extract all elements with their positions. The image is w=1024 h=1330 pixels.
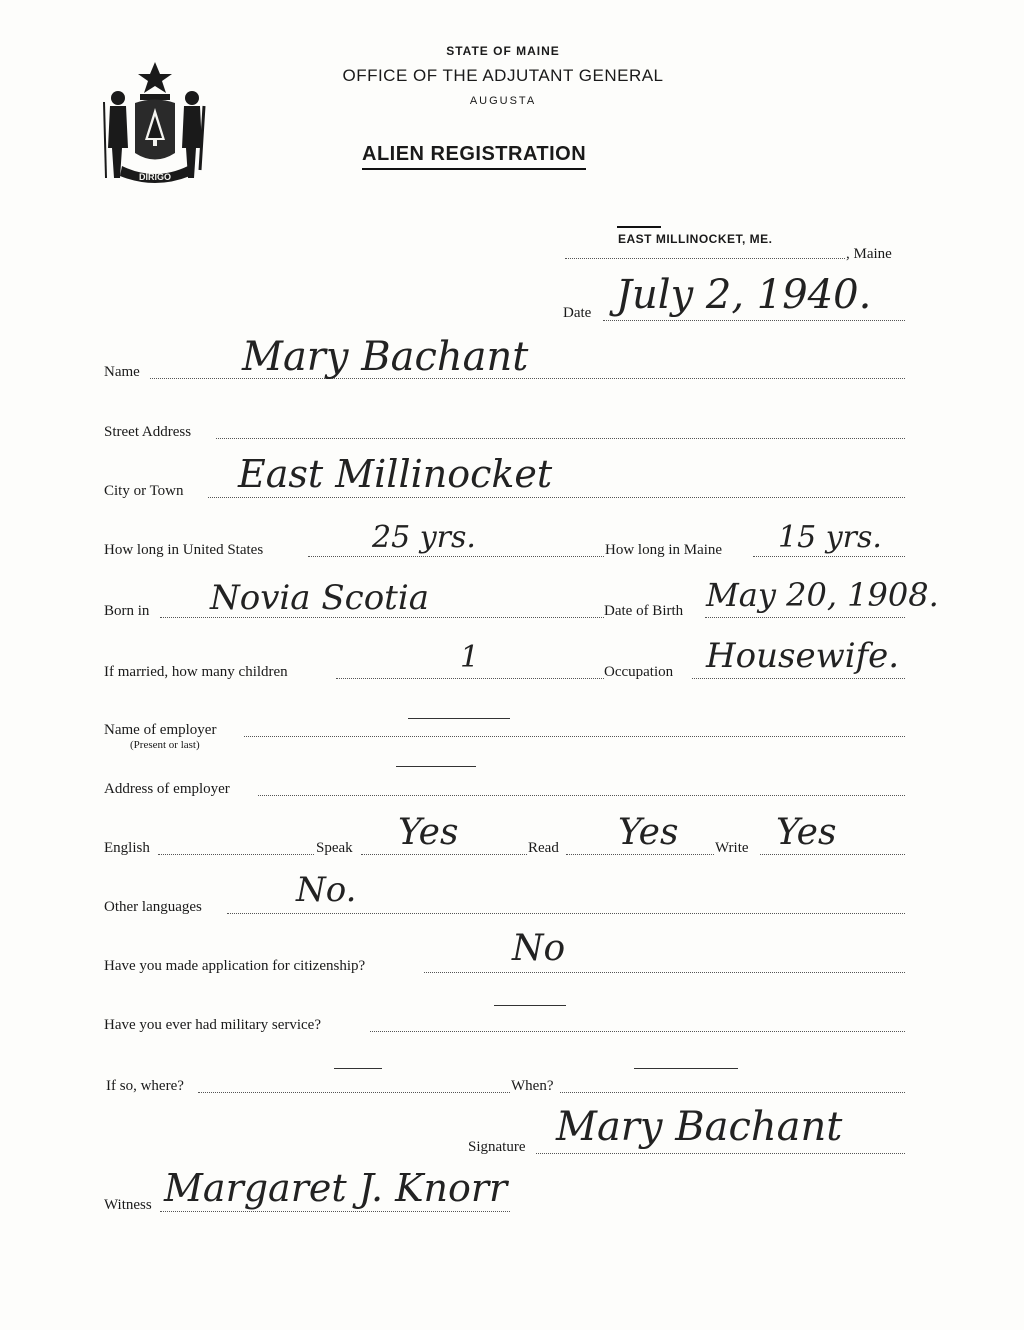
city-line [208, 497, 905, 498]
other-languages-value: No. [296, 870, 357, 910]
form-title: ALIEN REGISTRATION [362, 143, 586, 170]
other-languages-line [227, 913, 905, 914]
where-label: If so, where? [106, 1078, 184, 1094]
citizenship-label: Have you made application for citizenship? [104, 958, 366, 974]
city-label: City or Town [104, 483, 184, 499]
military-dash [494, 1005, 566, 1006]
employer-dash [408, 718, 510, 719]
maine-duration-value: 15 yrs. [778, 520, 882, 555]
stamp-bar [617, 226, 661, 228]
speak-label: Speak [316, 840, 353, 856]
date-line [603, 320, 905, 321]
children-value: 1 [460, 640, 480, 675]
us-duration-value: 25 yrs. [372, 520, 476, 555]
military-label: Have you ever had military service? [104, 1017, 321, 1033]
state-heading: STATE OF MAINE [446, 44, 560, 58]
dob-value: May 20, 1908. [706, 576, 939, 614]
office-heading: OFFICE OF THE ADJUTANT GENERAL [342, 66, 664, 85]
children-label: If married, how many children [104, 664, 288, 680]
employer-address-line [258, 795, 905, 796]
citizenship-value: No [512, 928, 566, 969]
write-line [760, 854, 905, 855]
date-label: Date [563, 305, 592, 321]
dob-label: Date of Birth [604, 603, 684, 619]
other-languages-label: Other languages [104, 899, 202, 915]
street-line [216, 438, 905, 439]
us-duration-line [308, 556, 604, 557]
speak-value: Yes [398, 812, 459, 853]
place-suffix: , Maine [846, 246, 892, 262]
read-line [566, 854, 714, 855]
witness-line [160, 1211, 510, 1212]
write-label: Write [715, 840, 749, 856]
maine-duration-label: How long in Maine [605, 542, 723, 558]
maine-duration-line [753, 556, 905, 557]
employer-sublabel: (Present or last) [130, 739, 200, 751]
employer-line [244, 736, 905, 737]
read-value: Yes [618, 812, 679, 853]
when-label: When? [511, 1078, 554, 1094]
date-value: July 2, 1940. [616, 272, 872, 318]
read-label: Read [528, 840, 559, 856]
witness-label: Witness [104, 1197, 152, 1213]
street-label: Street Address [104, 424, 192, 440]
english-label: English [104, 840, 150, 856]
occupation-value: Housewife. [706, 636, 900, 676]
city-value: East Millinocket [238, 452, 553, 496]
citizenship-line [424, 972, 905, 973]
signature-line [536, 1153, 905, 1154]
born-label: Born in [104, 603, 150, 619]
when-line [560, 1092, 905, 1093]
occupation-line [692, 678, 905, 679]
us-duration-label: How long in United States [104, 542, 264, 558]
witness-value: Margaret J. Knorr [164, 1166, 508, 1210]
where-dash [334, 1068, 382, 1069]
children-line [336, 678, 604, 679]
city-heading: AUGUSTA [469, 95, 537, 107]
english-line [158, 854, 314, 855]
svg-text:DIRIGO: DIRIGO [138, 172, 172, 182]
name-value: Mary Bachant [242, 334, 529, 380]
signature-value: Mary Bachant [556, 1104, 843, 1150]
place-line [565, 258, 845, 259]
signature-label: Signature [468, 1139, 526, 1155]
name-label: Name [104, 364, 140, 380]
occupation-label: Occupation [604, 664, 674, 680]
place-stamp: EAST MILLINOCKET, ME. [618, 232, 773, 246]
where-line [198, 1092, 510, 1093]
write-value: Yes [776, 812, 837, 853]
employer-label: Name of employer [104, 722, 217, 738]
employer-address-dash [396, 766, 476, 767]
when-dash [634, 1068, 738, 1069]
employer-address-label: Address of employer [104, 781, 230, 797]
speak-line [361, 854, 527, 855]
born-value: Novia Scotia [210, 578, 429, 618]
military-line [370, 1031, 905, 1032]
dob-line [705, 617, 905, 618]
